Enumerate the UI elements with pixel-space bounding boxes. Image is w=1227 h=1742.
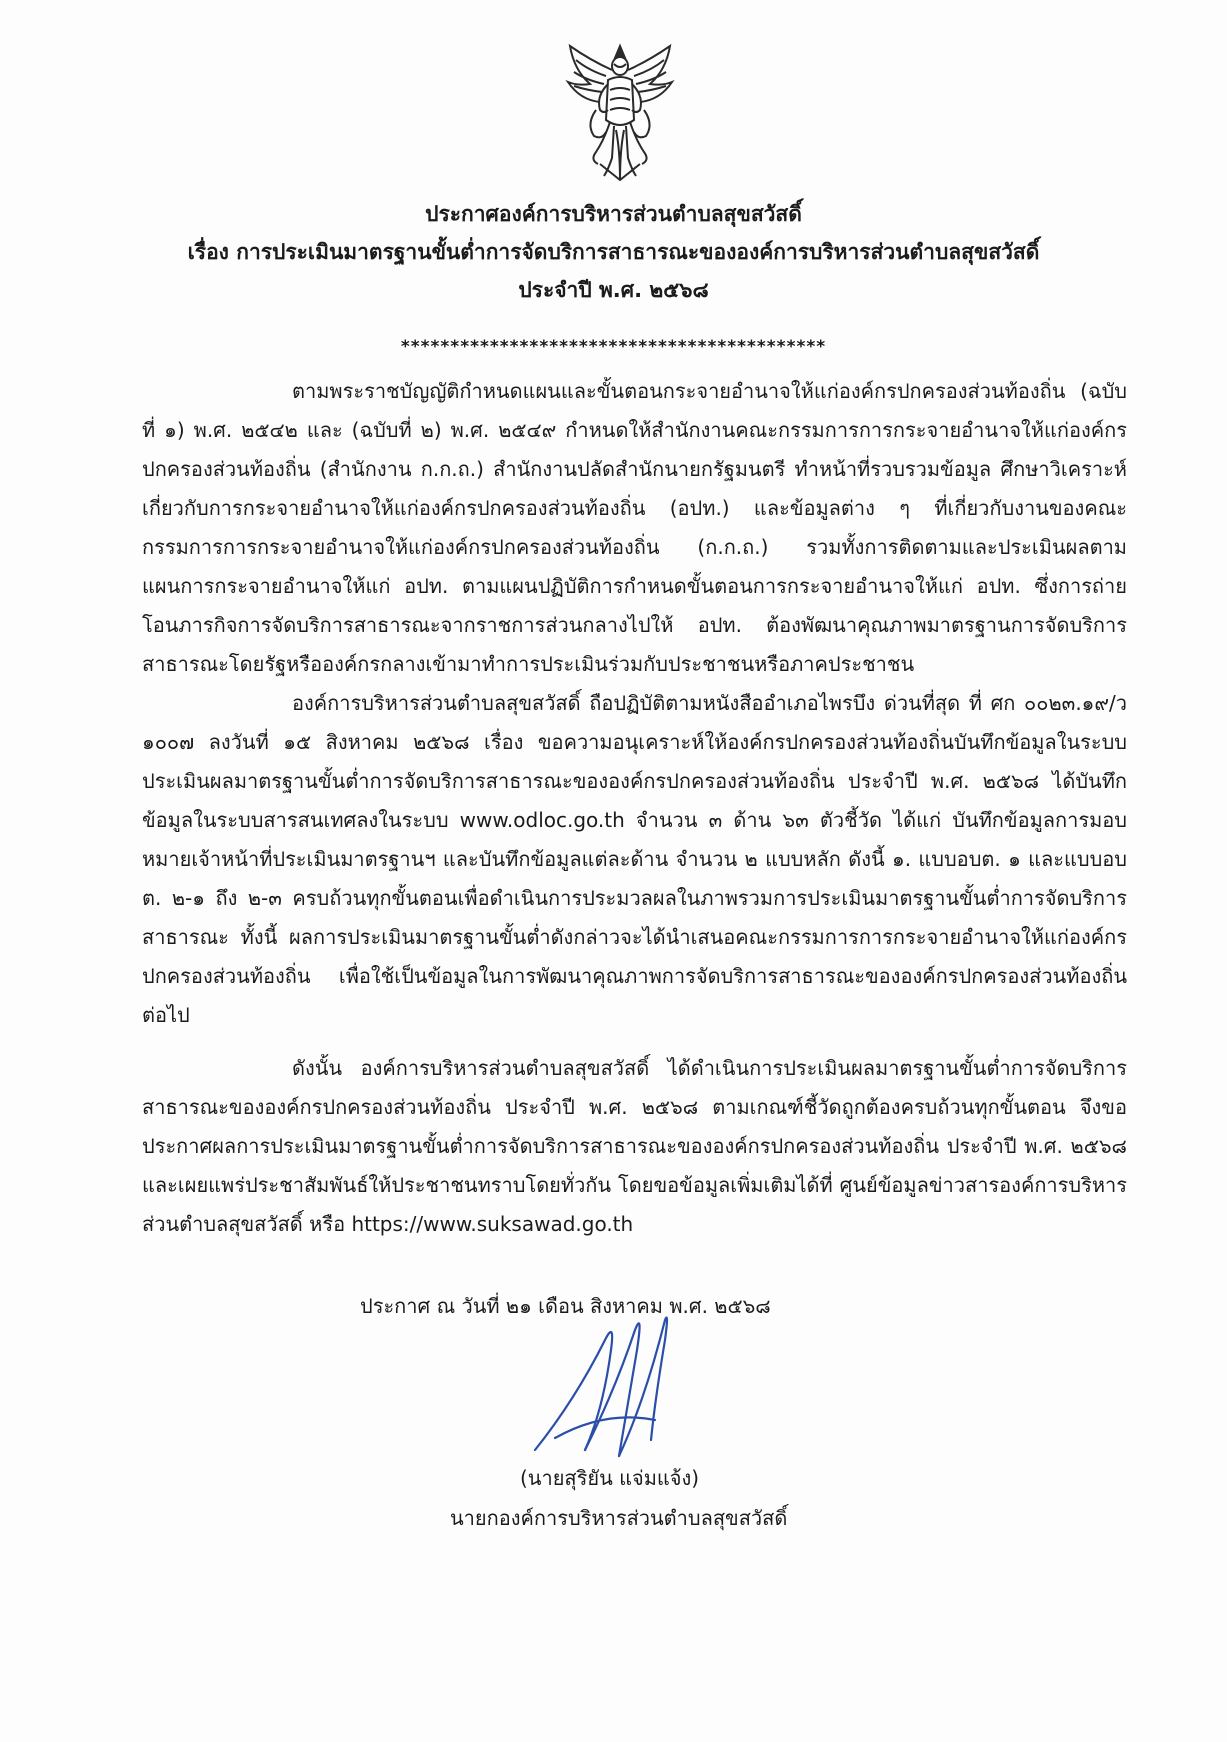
header-subject: เรื่อง การประเมินมาตรฐานขั้นต่ำการจัดบริการสาธารณะขององค์การบริหารส่วนตำบลสุขสวัสดิ์ (187, 240, 1040, 264)
header-year: ประจำปี พ.ศ. ๒๕๖๘ (518, 278, 709, 302)
paragraph-1: ตามพระราชบัญญัติกำหนดแผนและขั้นตอนกระจายอำนาจให้แก่องค์กรปกครองส่วนท้องถิ่น (ฉบับที่ ๑) พ.ศ. ๒๕๔๒ และ (ฉบับที่ ๒) พ.ศ. ๒๕๔๙ กำหนดให้สำนักงานคณะกรรมการการกระจายอำนาจให้แก่องค์กรปกครองส่วนท้องถิ่น (สำนักงาน ก.ก.ถ.) สำนักงานปลัดสำนักนายกรัฐมนตรี ทำหน้าที่รวบรวมข้อมูล ศึกษาวิเคราะห์เกี่ยวกับการกระจายอำนาจให้แก่องค์กรปกครองส่วนท้องถิ่น (อปท.) และข้อมูลต่าง ๆ ที่เกี่ยวกับงานของคณะกรรมการการกระจายอำนาจให้แก่องค์กรปกครองส่วนท้องถิ่น (ก.ก.ถ.) รวมทั้งการติดตามและประเมินผลตามแผนการกระจายอำนาจให้แก่ อปท. ตามแผนปฏิบัติการกำหนดขั้นตอนการกระจายอำนาจให้แก่ อปท. ซึ่งการถ่ายโอนภารกิจการจัดบริการสาธารณะจากราชการส่วนกลางไปให้ อปท. ต้องพัฒนาคุณภาพมาตรฐานการจัดบริการสาธารณะโดยรัฐหรือองค์กรกลางเข้ามาทำการประเมินร่วมกับประชาชนหรือภาคประชาชน (142, 379, 1127, 676)
signature-mark (515, 1300, 715, 1470)
body-section (142, 372, 1127, 1244)
document-header (120, 195, 1107, 309)
announcement-date: ประกาศ ณ วันที่ ๒๑ เดือน สิงหาคม พ.ศ. ๒๕๖๘ (360, 1294, 771, 1318)
paragraph-2: องค์การบริหารส่วนตำบลสุขสวัสดิ์ ถือปฏิบัติตามหนังสืออำเภอไพรบึง ด่วนที่สุด ที่ ศก ๐๐๒๓.๑๙/ว ๑๐๐๗ ลงวันที่ ๑๕ สิงหาคม ๒๕๖๘ เรื่อง ขอความอนุเคราะห์ให้องค์กรปกครองส่วนท้องถิ่นบันทึกข้อมูลในระบบประเมินผลมาตรฐานขั้นต่ำการจัดบริการสาธารณะขององค์กรปกครองส่วนท้องถิ่น ประจำปี พ.ศ. ๒๕๖๘ ได้บันทึกข้อมูลในระบบสารสนเทศลงในระบบ www.odloc.go.th จำนวน ๓ ด้าน ๖๓ ตัวชี้วัด ได้แก่ บันทึกข้อมูลการมอบหมายเจ้าหน้าที่ประเมินมาตรฐานฯ และบันทึกข้อมูลแต่ละด้าน จำนวน ๒ แบบหลัก ดังนี้ ๑. แบบอบต. ๑ และแบบอบต. ๒-๑ ถึง ๒-๓ ครบถ้วนทุกขั้นตอนเพื่อดำเนินการประมวลผลในภาพรวมการประเมินมาตรฐานขั้นต่ำการจัดบริการสาธารณะ ทั้งนี้ ผลการประเมินมาตรฐานขั้นต่ำดังกล่าวจะได้นำเสนอคณะกรรมการการกระจายอำนาจให้แก่องค์กรปกครองส่วนท้องถิ่น เพื่อใช้เป็นข้อมูลในการพัฒนาคุณภาพการจัดบริการสาธารณะขององค์กรปกครองส่วนท้องถิ่นต่อไป (142, 691, 1127, 1027)
paragraph-3: ดังนั้น องค์การบริหารส่วนตำบลสุขสวัสดิ์ ได้ดำเนินการประเมินผลมาตรฐานขั้นต่ำการจัดบริการสาธารณะขององค์กรปกครองส่วนท้องถิ่น ประจำปี พ.ศ. ๒๕๖๘ ตามเกณฑ์ชี้วัดถูกต้องครบถ้วนทุกขั้นตอน จึงขอประกาศผลการประเมินมาตรฐานขั้นต่ำการจัดบริการสาธารณะขององค์กรปกครองส่วนท้องถิ่น ประจำปี พ.ศ. ๒๕๖๘ และเผยแพร่ประชาสัมพันธ์ให้ประชาชนทราบโดยทั่วกัน โดยขอข้อมูลเพิ่มเติมได้ที่ ศูนย์ข้อมูลข่าวสารองค์การบริหารส่วนตำบลสุขสวัสดิ์ หรือ https://www.suksawad.go.th (142, 1056, 1127, 1236)
header-separator: ******************************************* (400, 337, 827, 357)
garuda-emblem-icon (560, 40, 680, 185)
header-title: ประกาศองค์การบริหารส่วนตำบลสุขสวัสดิ์ (425, 202, 802, 226)
signer-title: นายกองค์การบริหารส่วนตำบลสุขสวัสดิ์ (450, 1506, 788, 1530)
signer-name: (นายสุริยัน แจ่มแจ้ง) (520, 1466, 700, 1490)
